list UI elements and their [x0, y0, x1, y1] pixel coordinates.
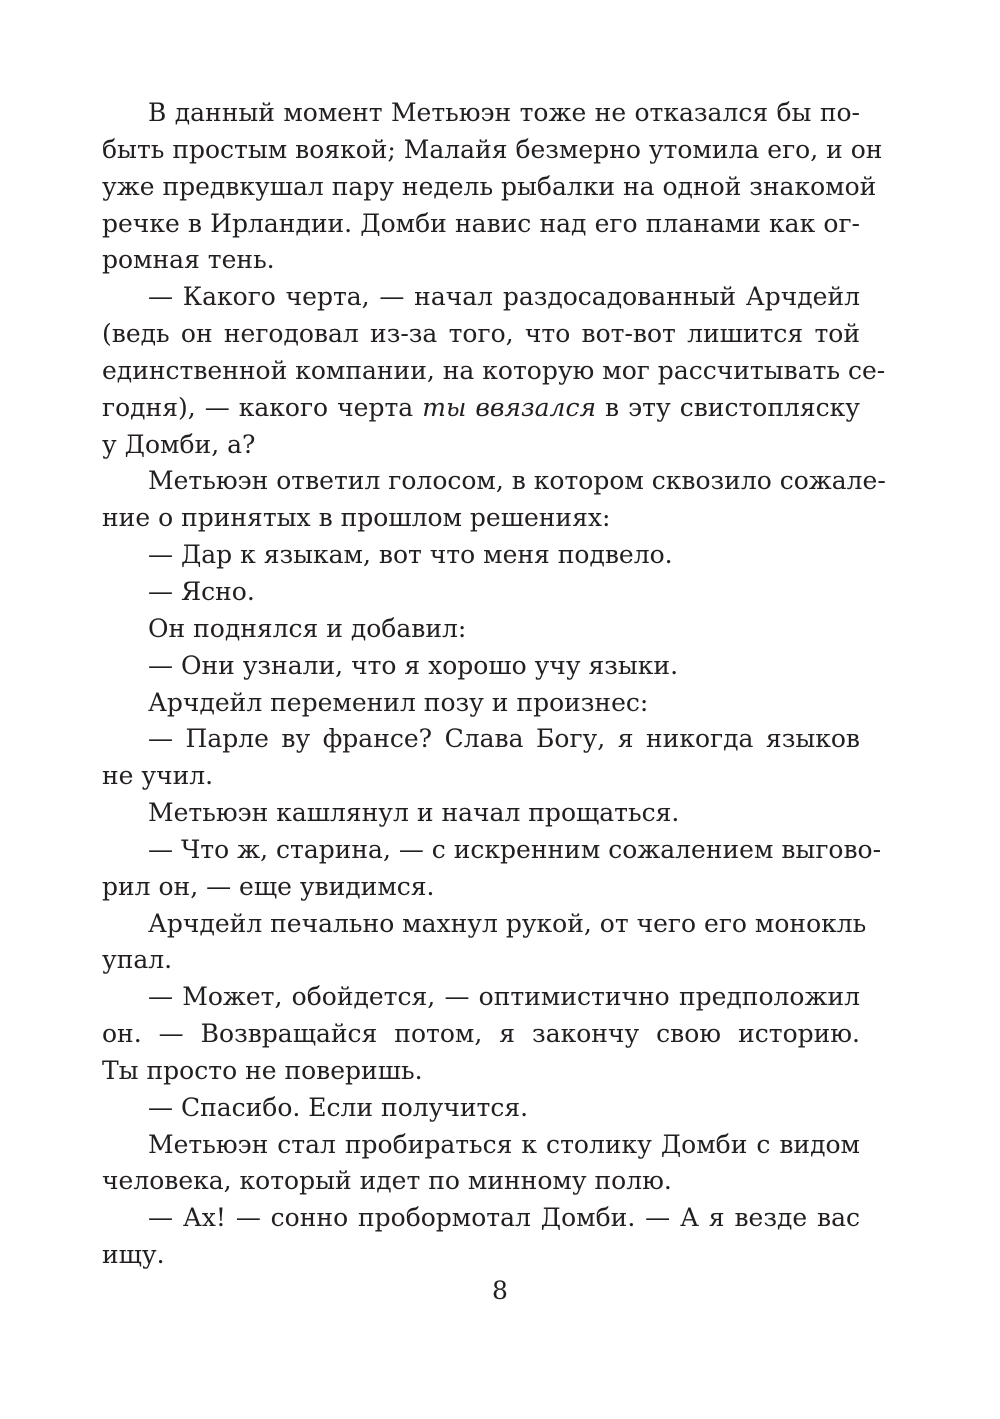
line-text: — Может, обойдется, — оптимистично предположил — [148, 982, 860, 1012]
line-text-italic: ты ввязался — [422, 392, 597, 422]
text-line-32 — [102, 1237, 860, 1274]
text-line-6 — [102, 279, 860, 316]
line-text: В данный момент Метьюэн тоже не отказался бы по- — [148, 98, 860, 127]
line-text: Арчдейл печально махнул рукой, от чего его монокль — [148, 908, 867, 938]
text-line-1 — [102, 95, 860, 132]
line-text: — Парле ву франсе? Слава Богу, я никогда языков — [148, 724, 860, 754]
text-line-20 — [102, 795, 860, 832]
line-text-before: годня), — какого черта — [102, 392, 423, 422]
text-line-19 — [102, 758, 860, 795]
line-text: ние о принятых в прошлом решениях: — [102, 503, 611, 533]
page-number: 8 — [492, 1276, 508, 1305]
text-line-15 — [102, 611, 860, 648]
line-text: Метьюэн ответил голосом, в котором сквозило сожале- — [148, 466, 886, 496]
line-text: — Ясно. — [148, 576, 255, 606]
line-text: Метьюэн стал пробираться к столику Домби с видом — [148, 1129, 860, 1159]
line-text: единственной компании, на которую мог рассчитывать се- — [102, 355, 886, 385]
text-line-22 — [102, 869, 860, 906]
line-text: — Они узнали, что я хорошо учу языки. — [148, 650, 679, 680]
line-text: Метьюэн кашлянул и начал прощаться. — [148, 798, 680, 828]
text-line-21 — [102, 832, 882, 869]
line-text-after: в эту свистопляску — [596, 392, 861, 422]
line-text: ищу. — [102, 1240, 165, 1270]
line-text: быть простым воякой; Малайя безмерно утомила его, и он — [102, 134, 883, 164]
line-text: — Спасибо. Если получится. — [148, 1092, 529, 1122]
line-text: у Домби, а? — [102, 429, 256, 459]
line-text: — Что ж, старина, — с искренним сожалением выгово- — [148, 834, 882, 864]
line-text: уже предвкушал пару недель рыбалки на одной знакомой — [102, 171, 877, 201]
text-line-26 — [102, 1016, 860, 1053]
text-line-10 — [102, 427, 860, 464]
line-text: (ведь он негодовал из-за того, что вот-вот лишится той — [102, 319, 860, 349]
text-line-8 — [102, 353, 886, 390]
line-text: Ты просто не поверишь. — [102, 1055, 423, 1085]
line-text: упал. — [102, 945, 173, 975]
text-line-17 — [102, 685, 860, 722]
line-text: ромная тень. — [102, 245, 275, 275]
text-line-18 — [102, 721, 860, 758]
text-line-27 — [102, 1053, 860, 1090]
line-text: он. — Возвращайся потом, я закончу свою историю. — [102, 1019, 860, 1049]
text-line-23 — [102, 906, 867, 943]
text-line-30 — [102, 1163, 860, 1200]
text-line-14 — [102, 574, 860, 611]
text-line-28 — [102, 1090, 860, 1127]
text-line-11 — [102, 463, 886, 500]
text-line-16 — [102, 648, 860, 685]
line-text: — Дар к языкам, вот что меня подвело. — [148, 540, 673, 570]
text-line-7 — [102, 316, 860, 353]
text-line-31 — [102, 1200, 860, 1237]
text-line-12 — [102, 500, 860, 537]
line-text: не учил. — [102, 761, 214, 791]
line-text: человека, который идет по минному полю. — [102, 1166, 672, 1196]
line-text: Арчдейл переменил позу и произнес: — [148, 687, 649, 717]
line-text: — Ах! — сонно пробормотал Домби. — А я везде вас — [148, 1203, 860, 1233]
text-line-4 — [102, 206, 860, 243]
text-line-24 — [102, 942, 860, 979]
text-line-9 — [102, 390, 860, 427]
book-page-text — [102, 95, 886, 1274]
line-text: Он поднялся и добавил: — [148, 613, 467, 643]
text-line-5 — [102, 242, 860, 279]
line-text: речке в Ирландии. Домби навис над его планами как ог- — [102, 208, 860, 238]
line-text: — Какого черта, — начал раздосадованный Арчдейл — [148, 282, 860, 312]
line-text: рил он, — еще увидимся. — [102, 871, 435, 901]
text-line-13 — [102, 537, 860, 574]
text-line-2 — [102, 132, 883, 169]
text-line-3 — [102, 169, 877, 206]
text-line-29 — [102, 1127, 860, 1164]
text-line-25 — [102, 979, 860, 1016]
